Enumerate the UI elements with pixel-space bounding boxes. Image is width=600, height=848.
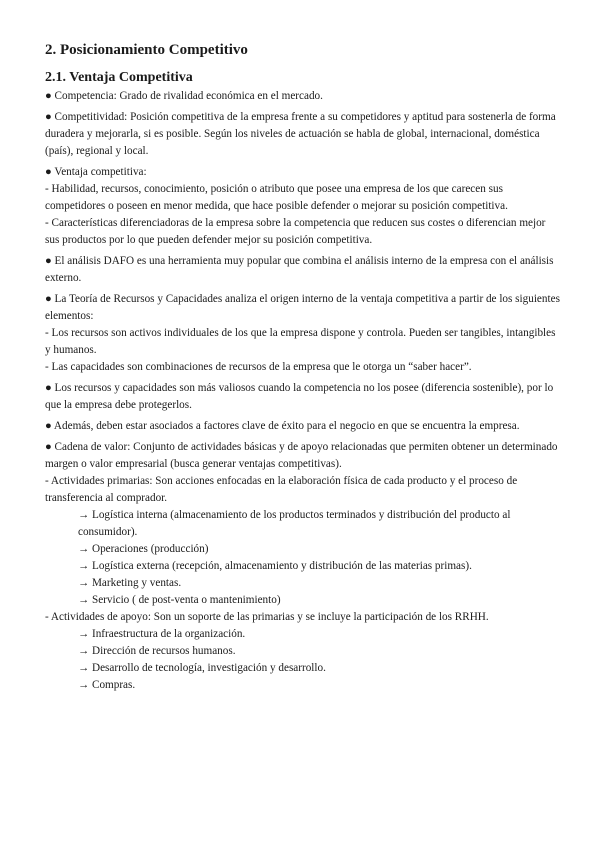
text-line: ● Cadena de valor: Conjunto de actividades básicas y de apoyo relacionadas que permiten obtener un determinado margen o valor empresarial (busca generar ventajas competitivas). <box>45 441 558 470</box>
subsection-heading: 2.1. Ventaja Competitiva <box>45 70 193 85</box>
text-line: - Actividades de apoyo: Son un soporte de las primarias y se incluye la participación de los RRHH. <box>45 611 489 623</box>
paragraph-factores-clave <box>45 418 560 435</box>
text-line: - Características diferenciadoras de la empresa sobre la competencia que reducen sus costes o diferencian mejor sus productos por lo que pueden defender mejor su posición competitiva. <box>45 217 546 246</box>
paragraph-recursos-capacidades <box>45 291 560 376</box>
paragraph-ventaja-competitiva <box>45 164 560 249</box>
text-line: - Los recursos son activos individuales de los que la empresa dispone y controla. Pueden ser tangibles, intangibles y humanos. <box>45 327 556 356</box>
document-body <box>45 88 560 698</box>
list-item: → Marketing y ventas. <box>78 577 182 589</box>
list-item: → Operaciones (producción) <box>78 543 209 555</box>
support-activities-list <box>45 626 560 694</box>
list-item: → Servicio ( de post-venta o mantenimiento) <box>78 594 281 606</box>
paragraph-competitividad <box>45 109 560 160</box>
text-line: - Actividades primarias: Son acciones enfocadas en la elaboración física de cada producto y el proceso de transferencia al comprador. <box>45 475 518 504</box>
text-line: - Las capacidades son combinaciones de recursos de la empresa que le otorga un “saber hacer”. <box>45 361 472 373</box>
list-item: → Logística externa (recepción, almacenamiento y distribución de las materias primas). <box>78 560 472 572</box>
paragraph-competencia <box>45 88 560 105</box>
text-line: - Habilidad, recursos, conocimiento, posición o atributo que posee una empresa de los que carecen sus competidores o poseen en menor medida, que hace posible defender o mejorar su posición competitiva. <box>45 183 508 212</box>
primary-activities-list <box>45 507 560 609</box>
text-line: ● Además, deben estar asociados a factores clave de éxito para el negocio en que se encuentra la empresa. <box>45 420 520 432</box>
list-item: → Infraestructura de la organización. <box>78 628 246 640</box>
section-heading: 2. Posicionamiento Competitivo <box>45 42 248 58</box>
list-item: → Dirección de recursos humanos. <box>78 645 236 657</box>
paragraph-valiosos <box>45 380 560 414</box>
text-line: ● Ventaja competitiva: <box>45 166 147 178</box>
text-line: ● Competitividad: Posición competitiva de la empresa frente a su competidores y aptitud para sostenerla de forma duradera y mejorarla, si es posible. Según los niveles de actuación se habla de global, internacional, doméstica (país), regional y local. <box>45 111 556 157</box>
list-item: → Compras. <box>78 679 136 691</box>
paragraph-dafo <box>45 253 560 287</box>
list-item: → Desarrollo de tecnología, investigación y desarrollo. <box>78 662 326 674</box>
text-line: ● El análisis DAFO es una herramienta muy popular que combina el análisis interno de la empresa con el análisis externo. <box>45 255 554 284</box>
text-line: ● Competencia: Grado de rivalidad económica en el mercado. <box>45 90 323 102</box>
text-line: ● La Teoría de Recursos y Capacidades analiza el origen interno de la ventaja competitiva a partir de los siguientes elementos: <box>45 293 560 322</box>
paragraph-cadena-valor <box>45 439 560 694</box>
text-line: ● Los recursos y capacidades son más valiosos cuando la competencia no los posee (diferencia sostenible), por lo que la empresa debe protegerlos. <box>45 382 554 411</box>
list-item: → Logística interna (almacenamiento de los productos terminados y distribución del producto al consumidor). <box>78 509 511 538</box>
